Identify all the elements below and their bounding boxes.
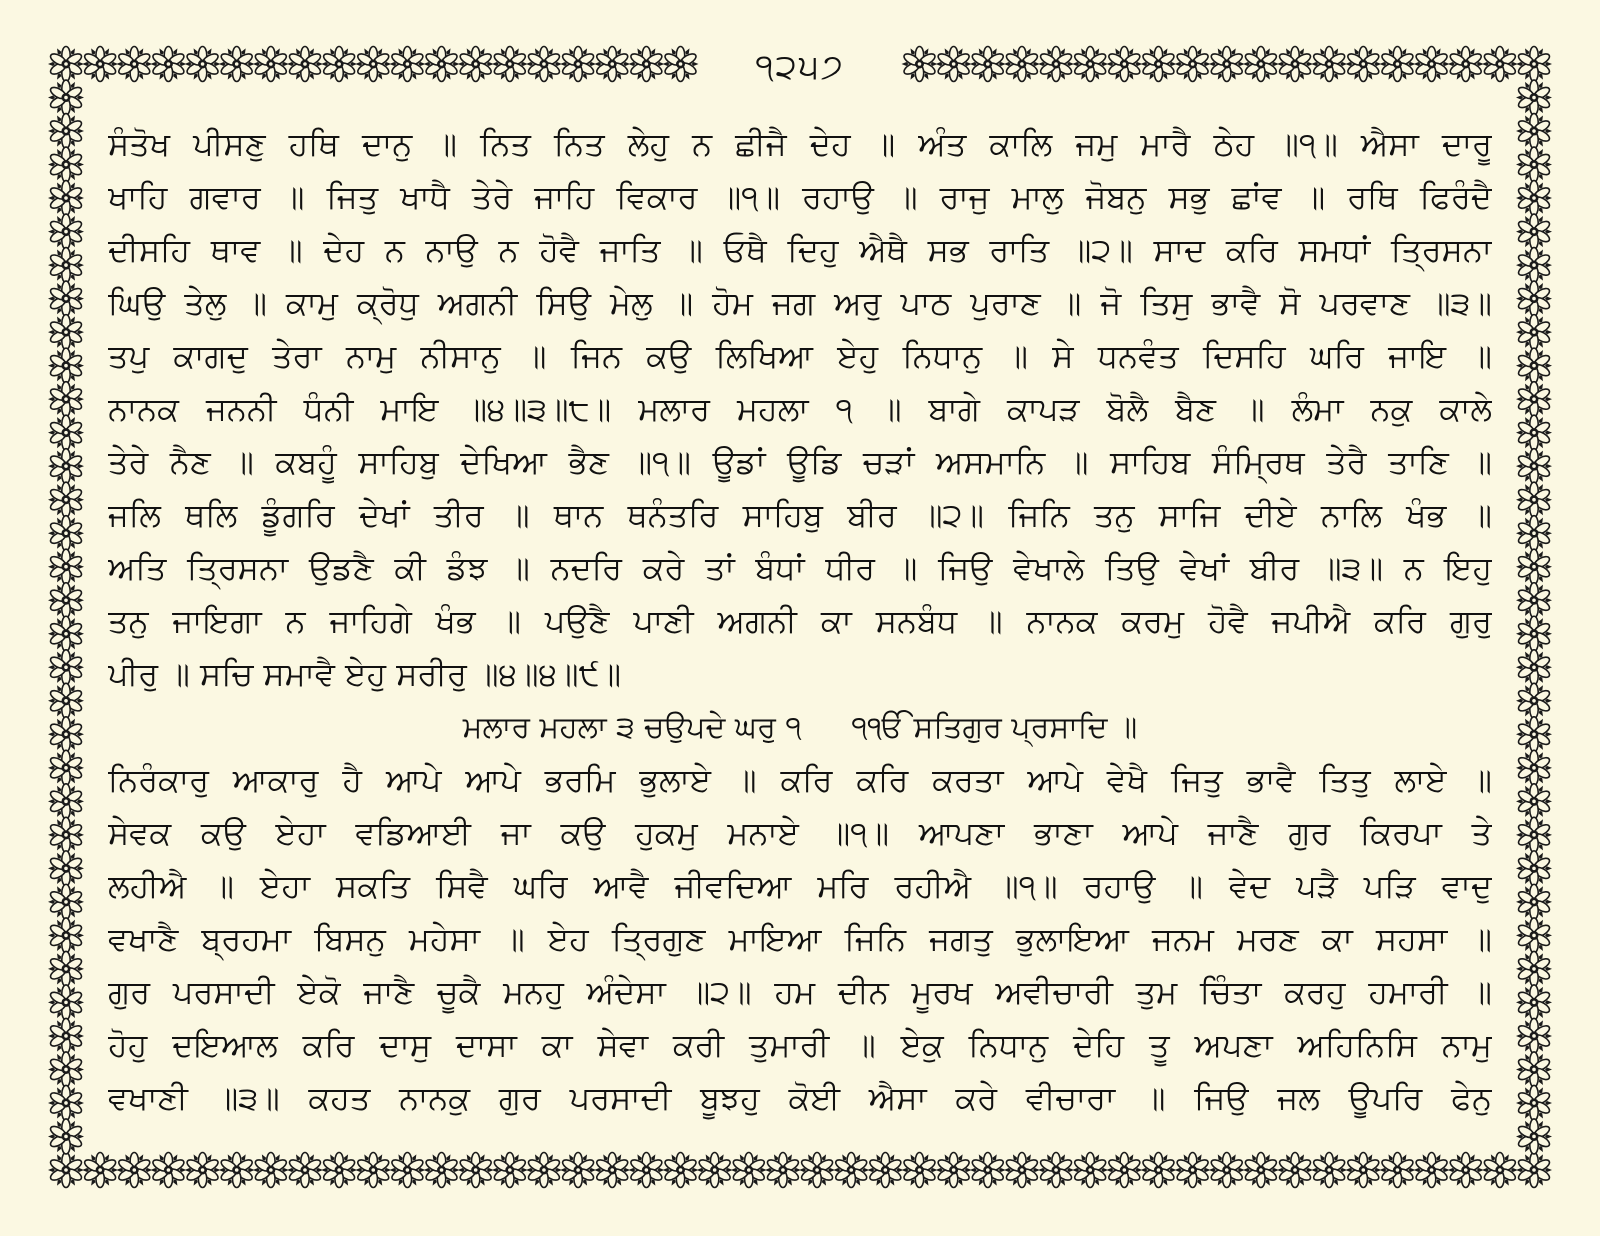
border-flower-icon <box>526 47 562 82</box>
border-flower-icon <box>560 1153 596 1188</box>
border-flower-icon <box>1516 750 1552 785</box>
border-flower-icon <box>1516 516 1552 551</box>
text-line: ਤਨੁ ਜਾਇਗਾ ਨ ਜਾਹਿਗੇ ਖੰਭ ॥ ਪਉਣੈ ਪਾਣੀ ਅਗਨੀ ਕਾ ਸਨਬੰਧ ॥ ਨਾਨਕ ਕਰਮੁ ਹੋਵੈ ਜਪੀਐ ਕਰਿ ਗੁਰੁ <box>108 602 1492 640</box>
border-flower-icon <box>1379 47 1415 82</box>
border-flower-icon <box>219 47 255 82</box>
border-flower-icon <box>48 1018 84 1053</box>
border-flower-icon <box>48 415 84 450</box>
text-line: ਗੁਰ ਪਰਸਾਦੀ ਏਕੋ ਜਾਣੈ ਚੂਕੈ ਮਨਹੁ ਅੰਦੇਸਾ ॥੨॥ ਹਮ ਦੀਨ ਮੂਰਖ ਅਵੀਚਾਰੀ ਤੁਮ ਚਿੰਤਾ ਕਰਹੁ ਹਮਾਰੀ ॥ <box>108 973 1492 1011</box>
section-heading <box>108 701 1492 754</box>
border-flower-icon <box>1516 482 1552 517</box>
border-flower-icon <box>1311 1153 1347 1188</box>
border-flower-icon <box>697 1153 733 1188</box>
border-flower-icon <box>1345 1153 1381 1188</box>
border-flower-icon <box>1277 1153 1313 1188</box>
border-flower-icon <box>458 1153 494 1188</box>
border-flower-icon <box>458 47 494 82</box>
border-flower-icon <box>355 1153 391 1188</box>
border-flower-icon <box>1516 382 1552 417</box>
border-flower-icon <box>150 47 186 82</box>
border-flower-icon <box>48 583 84 618</box>
border-flower-icon <box>970 47 1006 82</box>
border-flower-icon <box>48 549 84 584</box>
border-flower-icon <box>1516 683 1552 718</box>
border-flower-icon <box>492 1153 528 1188</box>
border-flower-icon <box>1516 1018 1552 1053</box>
border-flower-icon <box>48 851 84 886</box>
border-flower-icon <box>389 47 425 82</box>
border-flower-icon <box>1038 1153 1074 1188</box>
border-flower-icon <box>1516 650 1552 685</box>
border-flower-icon <box>1379 1153 1415 1188</box>
border-flower-icon <box>1243 47 1279 82</box>
border-flower-icon <box>253 47 289 82</box>
border-flower-icon <box>1516 281 1552 316</box>
border-flower-icon <box>48 951 84 986</box>
border-flower-icon <box>1277 47 1313 82</box>
text-line: ਤੇਰੇ ਨੈਣ ॥ ਕਬਹੂੰ ਸਾਹਿਬੁ ਦੇਖਿਆ ਭੈਣ ॥੧॥ ਊਡਾਂ ਊਡਿ ਚੜਾਂ ਅਸਮਾਨਿ ॥ ਸਾਹਿਬ ਸੰਮ੍ਰਿਥ ਤੇਰੈ ਤਾਣਿ ॥ <box>108 443 1492 481</box>
border-flower-icon <box>48 1153 84 1188</box>
border-flower-icon <box>1106 47 1142 82</box>
border-flower-icon <box>936 1153 972 1188</box>
border-flower-icon <box>48 784 84 819</box>
border-flower-icon <box>1209 1153 1245 1188</box>
border-flower-icon <box>48 114 84 149</box>
border-flower-icon <box>1516 717 1552 752</box>
border-flower-icon <box>1072 47 1108 82</box>
border-flower-icon <box>1175 1153 1211 1188</box>
border-flower-icon <box>1516 181 1552 216</box>
text-line: ਦੀਸਹਿ ਥਾਵ ॥ ਦੇਹ ਨ ਨਾਉ ਨ ਹੋਵੈ ਜਾਤਿ ॥ ਓਥੈ ਦਿਹੁ ਐਥੈ ਸਭ ਰਾਤਿ ॥੨॥ ਸਾਦ ਕਰਿ ਸਮਧਾਂ ਤ੍ਰਿਸਨਾ <box>108 231 1492 269</box>
border-flower-icon <box>1516 1085 1552 1120</box>
border-flower-icon <box>150 1153 186 1188</box>
border-flower-icon <box>1072 1153 1108 1188</box>
scripture-text <box>108 118 1492 1125</box>
border-flower-icon <box>594 47 630 82</box>
border-flower-icon <box>1482 1153 1518 1188</box>
text-line: ਘਿਉ ਤੇਲੁ ॥ ਕਾਮੁ ਕ੍ਰੋਧੁ ਅਗਨੀ ਸਿਉ ਮੇਲੁ ॥ ਹੋਮ ਜਗ ਅਰੁ ਪਾਠ ਪੁਰਾਣ ॥ ਜੋ ਤਿਸੁ ਭਾਵੈ ਸੋ ਪਰਵਾਣ ॥੩॥ <box>108 284 1492 322</box>
border-flower-icon <box>48 750 84 785</box>
border-flower-icon <box>1516 549 1552 584</box>
border-flower-icon <box>1516 616 1552 651</box>
text-line: ਹੋਹੁ ਦਇਆਲ ਕਰਿ ਦਾਸੁ ਦਾਸਾ ਕਾ ਸੇਵਾ ਕਰੀ ਤੁਮਾਰੀ ॥ ਏਕੁ ਨਿਧਾਨੁ ਦੇਹਿ ਤੂ ਅਪਣਾ ਅਹਿਨਿਸਿ ਨਾਮੁ <box>108 1026 1492 1064</box>
border-flower-icon <box>1516 918 1552 953</box>
border-flower-icon <box>1516 114 1552 149</box>
border-flower-icon <box>1448 1153 1484 1188</box>
border-flower-icon <box>48 147 84 182</box>
border-flower-icon <box>901 1153 937 1188</box>
border-flower-icon <box>628 1153 664 1188</box>
border-flower-icon <box>48 181 84 216</box>
border-flower-icon <box>799 1153 835 1188</box>
border-flower-icon <box>663 47 699 82</box>
border-flower-icon <box>1004 1153 1040 1188</box>
border-flower-icon <box>1516 80 1552 115</box>
text-line: ਵਖਾਣੈ ਬ੍ਰਹਮਾ ਬਿਸਨੁ ਮਹੇਸਾ ॥ ਏਹ ਤ੍ਰਿਗੁਣ ਮਾਇਆ ਜਿਨਿ ਜਗਤੁ ਭੁਲਾਇਆ ਜਨਮ ਮਰਣ ਕਾ ਸਹਸਾ ॥ <box>108 920 1492 958</box>
border-flower-icon <box>1516 951 1552 986</box>
border-flower-icon <box>731 1153 767 1188</box>
border-flower-icon <box>48 1119 84 1154</box>
page-number: ੧੨੫੭ <box>700 42 900 92</box>
border-flower-icon <box>116 47 152 82</box>
border-flower-icon <box>663 1153 699 1188</box>
border-flower-icon <box>1414 47 1450 82</box>
border-flower-icon <box>1516 47 1552 82</box>
border-flower-icon <box>1516 784 1552 819</box>
border-flower-icon <box>48 884 84 919</box>
border-flower-icon <box>1140 47 1176 82</box>
border-flower-icon <box>48 1052 84 1087</box>
border-flower-icon <box>321 1153 357 1188</box>
border-flower-icon <box>970 1153 1006 1188</box>
border-flower-icon <box>1516 1119 1552 1154</box>
border-flower-icon <box>1516 147 1552 182</box>
border-flower-icon <box>1516 985 1552 1020</box>
border-flower-icon <box>936 47 972 82</box>
border-flower-icon <box>48 80 84 115</box>
border-flower-icon <box>48 817 84 852</box>
border-flower-icon <box>48 47 84 82</box>
mool-mantar-heading: ੧ੴ ਸਤਿਗੁਰ ਪ੍ਰਸਾਦਿ ॥ <box>851 710 1138 745</box>
border-flower-icon <box>185 47 221 82</box>
border-flower-icon <box>82 47 118 82</box>
border-flower-icon <box>594 1153 630 1188</box>
border-flower-icon <box>48 382 84 417</box>
text-line: ਜਲਿ ਥਲਿ ਡੂੰਗਰਿ ਦੇਖਾਂ ਤੀਰ ॥ ਥਾਨ ਥਨੰਤਰਿ ਸਾਹਿਬੁ ਬੀਰ ॥੨॥ ਜਿਨਿ ਤਨੁ ਸਾਜਿ ਦੀਏ ਨਾਲਿ ਖੰਭ ॥ <box>108 496 1492 534</box>
border-flower-icon <box>48 281 84 316</box>
border-flower-icon <box>1414 1153 1450 1188</box>
border-flower-icon <box>48 482 84 517</box>
border-flower-icon <box>82 1153 118 1188</box>
border-flower-icon <box>1516 583 1552 618</box>
border-flower-icon <box>287 1153 323 1188</box>
border-flower-icon <box>833 1153 869 1188</box>
border-flower-icon <box>48 717 84 752</box>
border-flower-icon <box>48 985 84 1020</box>
border-flower-icon <box>48 214 84 249</box>
text-line: ਅਤਿ ਤ੍ਰਿਸਨਾ ਉਡਣੈ ਕੀ ਡੰਝ ॥ ਨਦਰਿ ਕਰੇ ਤਾਂ ਬੰਧਾਂ ਧੀਰ ॥ ਜਿਉ ਵੇਖਾਲੇ ਤਿਉ ਵੇਖਾਂ ਬੀਰ ॥੩॥ ਨ ਇਹੁ <box>108 549 1492 587</box>
border-flower-icon <box>1516 851 1552 886</box>
raag-heading: ਮਲਾਰ ਮਹਲਾ ੩ ਚਉਪਦੇ ਘਰੁ ੧ <box>462 710 802 745</box>
border-flower-icon <box>1140 1153 1176 1188</box>
border-flower-icon <box>48 650 84 685</box>
text-line: ਸੰਤੋਖ ਪੀਸਣੁ ਹਥਿ ਦਾਨੁ ॥ ਨਿਤ ਨਿਤ ਲੇਹੁ ਨ ਛੀਜੈ ਦੇਹ ॥ ਅੰਤ ਕਾਲਿ ਜਮੁ ਮਾਰੈ ਠੇਹ ॥੧॥ ਐਸਾ ਦਾਰੂ <box>108 125 1492 163</box>
border-flower-icon <box>1482 47 1518 82</box>
border-flower-icon <box>321 47 357 82</box>
border-flower-icon <box>424 47 460 82</box>
border-flower-icon <box>867 1153 903 1188</box>
border-flower-icon <box>1516 248 1552 283</box>
border-flower-icon <box>48 348 84 383</box>
border-flower-icon <box>219 1153 255 1188</box>
border-flower-icon <box>1516 415 1552 450</box>
border-flower-icon <box>287 47 323 82</box>
border-flower-icon <box>1209 47 1245 82</box>
border-flower-icon <box>1516 449 1552 484</box>
border-flower-icon <box>1516 884 1552 919</box>
border-flower-icon <box>48 315 84 350</box>
text-line: ਪੀਰੁ ॥ ਸਚਿ ਸਮਾਵੈ ਏਹੁ ਸਰੀਰੁ ॥੪॥੪॥੯॥ <box>108 655 622 693</box>
border-flower-icon <box>48 1085 84 1120</box>
border-flower-icon <box>1516 1153 1552 1188</box>
border-flower-icon <box>355 47 391 82</box>
border-flower-icon <box>116 1153 152 1188</box>
border-flower-icon <box>48 616 84 651</box>
border-flower-icon <box>1175 47 1211 82</box>
border-flower-icon <box>48 683 84 718</box>
border-flower-icon <box>526 1153 562 1188</box>
border-flower-icon <box>1106 1153 1142 1188</box>
text-line: ਵਖਾਣੀ ॥੩॥ ਕਹਤ ਨਾਨਕੁ ਗੁਰ ਪਰਸਾਦੀ ਬੂਝਹੁ ਕੋਈ ਐਸਾ ਕਰੇ ਵੀਚਾਰਾ ॥ ਜਿਉ ਜਲ ਊਪਰਿ ਫੇਨੁ <box>108 1079 1492 1117</box>
border-flower-icon <box>492 47 528 82</box>
border-flower-icon <box>1004 47 1040 82</box>
border-flower-icon <box>389 1153 425 1188</box>
border-flower-icon <box>560 47 596 82</box>
text-line: ਲਹੀਐ ॥ ਏਹਾ ਸਕਤਿ ਸਿਵੈ ਘਰਿ ਆਵੈ ਜੀਵਦਿਆ ਮਰਿ ਰਹੀਐ ॥੧॥ ਰਹਾਉ ॥ ਵੇਦ ਪੜੈ ਪੜਿ ਵਾਦੁ <box>108 867 1492 905</box>
border-flower-icon <box>1516 348 1552 383</box>
border-flower-icon <box>1345 47 1381 82</box>
text-line: ਨਾਨਕ ਜਨਨੀ ਧੰਨੀ ਮਾਇ ॥੪॥੩॥੮॥ ਮਲਾਰ ਮਹਲਾ ੧ ॥ ਬਾਗੇ ਕਾਪੜ ਬੋਲੈ ਬੈਣ ॥ ਲੰਮਾ ਨਕੁ ਕਾਲੇ <box>108 390 1492 428</box>
border-flower-icon <box>628 47 664 82</box>
border-flower-icon <box>1516 214 1552 249</box>
text-line: ਸੇਵਕ ਕਉ ਏਹਾ ਵਡਿਆਈ ਜਾ ਕਉ ਹੁਕਮੁ ਮਨਾਏ ॥੧॥ ਆਪਣਾ ਭਾਣਾ ਆਪੇ ਜਾਣੈ ਗੁਰ ਕਿਰਪਾ ਤੇ <box>108 814 1492 852</box>
text-line: ਨਿਰੰਕਾਰੁ ਆਕਾਰੁ ਹੈ ਆਪੇ ਆਪੇ ਭਰਮਿ ਭੁਲਾਏ ॥ ਕਰਿ ਕਰਿ ਕਰਤਾ ਆਪੇ ਵੇਖੈ ਜਿਤੁ ਭਾਵੈ ਤਿਤੁ ਲਾਏ ॥ <box>108 761 1492 799</box>
border-flower-icon <box>1448 47 1484 82</box>
border-flower-icon <box>48 918 84 953</box>
border-flower-icon <box>48 449 84 484</box>
border-flower-icon <box>1516 817 1552 852</box>
text-line: ਤਪੁ ਕਾਗਦੁ ਤੇਰਾ ਨਾਮੁ ਨੀਸਾਨੁ ॥ ਜਿਨ ਕਉ ਲਿਖਿਆ ਏਹੁ ਨਿਧਾਨੁ ॥ ਸੇ ਧਨਵੰਤ ਦਿਸਹਿ ਘਰਿ ਜਾਇ ॥ <box>108 337 1492 375</box>
border-flower-icon <box>901 47 937 82</box>
border-flower-icon <box>1311 47 1347 82</box>
border-flower-icon <box>1516 315 1552 350</box>
border-flower-icon <box>48 248 84 283</box>
border-flower-icon <box>765 1153 801 1188</box>
border-flower-icon <box>185 1153 221 1188</box>
border-flower-icon <box>1243 1153 1279 1188</box>
border-flower-icon <box>1038 47 1074 82</box>
border-flower-icon <box>48 516 84 551</box>
text-line: ਖਾਹਿ ਗਵਾਰ ॥ ਜਿਤੁ ਖਾਧੈ ਤੇਰੇ ਜਾਹਿ ਵਿਕਾਰ ॥੧॥ ਰਹਾਉ ॥ ਰਾਜੁ ਮਾਲੁ ਜੋਬਨੁ ਸਭੁ ਛਾਂਵ ॥ ਰਥਿ ਫਿਰੰਦੈ <box>108 178 1492 216</box>
border-flower-icon <box>253 1153 289 1188</box>
border-flower-icon <box>424 1153 460 1188</box>
border-flower-icon <box>1516 1052 1552 1087</box>
